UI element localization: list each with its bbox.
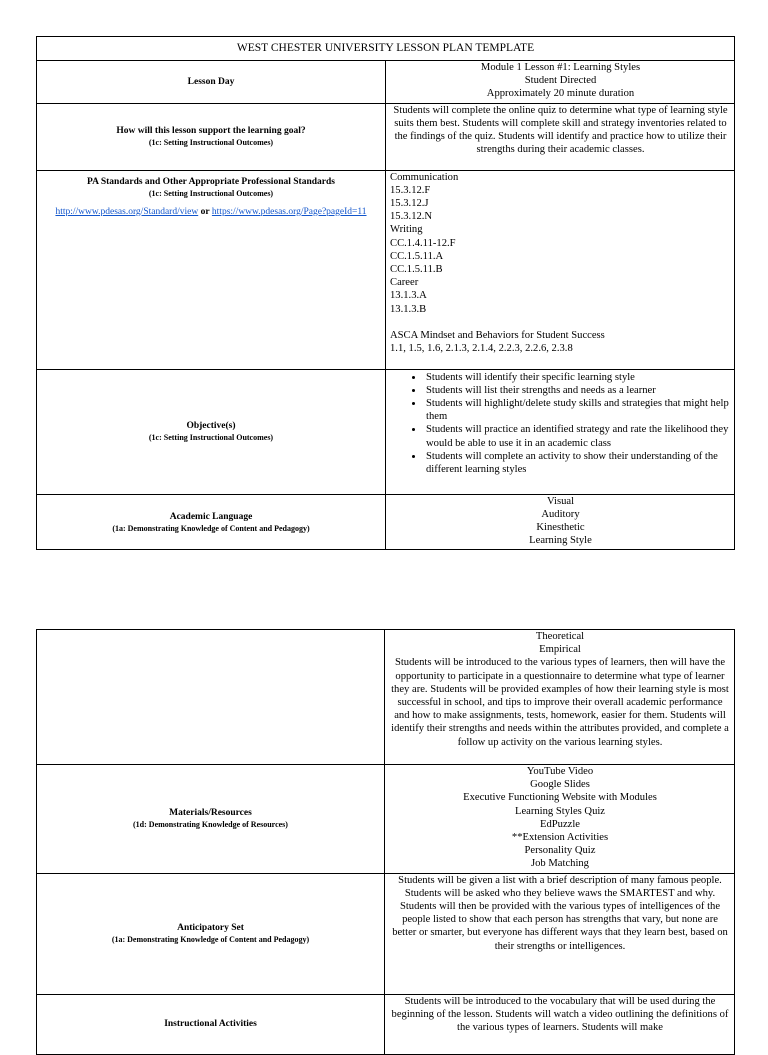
objective-item: • Students will complete an activity to show their understanding of the different learning styles	[424, 450, 731, 476]
objectives-cell	[386, 369, 735, 494]
standard-code: 13.1.3.B	[390, 303, 427, 315]
material-item: Google Slides	[530, 779, 590, 791]
asca-codes: 1.1, 1.5, 1.6, 2.1.3, 2.1.4, 2.2.3, 2.2.6, 2.3.8	[390, 343, 573, 355]
material-item: Learning Styles Quiz	[514, 805, 606, 817]
standard-heading-writing: Writing	[390, 224, 423, 236]
standards-sublabel: (1c: Setting Instructional Outcomes)	[148, 188, 274, 198]
learning-goal-text: Students will complete the online quiz to determine what type of learning style suits them best. Students will complete skill and strategy inventories related to the findings of the quiz. Students will identify and practice how to utilize their strengths during their academic classes.	[386, 103, 735, 170]
or-text: or	[200, 206, 210, 217]
learning-goal-label: How will this lesson support the learning goal?	[116, 126, 306, 137]
term: Visual	[546, 495, 575, 507]
academic-language-terms	[386, 494, 735, 550]
materials-label: Materials/Resources	[169, 808, 252, 819]
material-item: EdPuzzle	[539, 818, 580, 830]
academic-language-sublabel: (1a: Demonstrating Knowledge of Content and Pedagogy)	[112, 523, 310, 533]
objective-item: • Students will highlight/delete study skills and strategies that might help them	[424, 397, 731, 423]
material-item: Personality Quiz	[524, 845, 596, 857]
instructional-activities-text: Students will be introduced to the vocabulary that will be used during the beginning of the lesson. Students will watch a video outlining the definitions of the various types of learners. Students will make	[385, 994, 735, 1054]
lesson-day-label: Lesson Day	[187, 76, 235, 87]
anticipatory-set-label: Anticipatory Set	[177, 923, 244, 934]
objective-item: • Students will list their strengths and needs as a learner	[424, 384, 731, 397]
standards-label-cell	[37, 170, 386, 369]
standard-code: 13.1.3.A	[390, 290, 427, 302]
standard-heading-career: Career	[390, 277, 419, 289]
standard-code: 15.3.12.N	[390, 211, 433, 223]
term: Empirical	[539, 644, 581, 656]
lesson-summary: Students will be introduced to the various types of learners, then will have the opportunity to participate in a questionnaire to determine what type of learner they are. Students will be provided examples of how their learning style is most successful in school, and tips to improve their overall academic performance and how to make assignments, tests, homework, easier for them. Students will identify their strengths and needs within the attributes provided, and complete a follow up activity on the various learning styles.	[391, 657, 729, 748]
academic-language-label: Academic Language	[169, 511, 253, 522]
materials-list	[385, 765, 735, 874]
standard-code: CC.1.5.11.B	[390, 264, 443, 276]
material-item: Executive Functioning Website with Modules	[463, 792, 657, 804]
instructional-activities-label-cell	[37, 994, 385, 1054]
standard-code: CC.1.5.11.A	[390, 250, 444, 262]
standards-label: PA Standards and Other Appropriate Professional Standards	[87, 176, 335, 187]
material-item: YouTube Video	[526, 766, 594, 777]
term: Theoretical	[535, 631, 585, 642]
anticipatory-set-sublabel: (1a: Demonstrating Knowledge of Content and Pedagogy)	[111, 935, 310, 945]
materials-label-cell	[37, 765, 385, 874]
material-item: Job Matching	[531, 858, 589, 870]
objectives-sublabel: (1c: Setting Instructional Outcomes)	[148, 433, 274, 443]
objectives-list	[390, 371, 731, 477]
pdesas-page-link[interactable]: https://www.pdesas.org/Page?pageId=11	[211, 206, 367, 217]
anticipatory-set-label-cell	[37, 873, 385, 994]
lesson-duration: Approximately 20 minute duration	[486, 88, 635, 100]
material-item: **Extension Activities	[511, 832, 609, 844]
term: Kinesthetic	[536, 522, 585, 534]
lesson-day-label-cell	[37, 61, 386, 104]
lesson-plan-table-2	[36, 629, 735, 1055]
learning-goal-sublabel: (1c: Setting Instructional Outcomes)	[148, 138, 274, 148]
spacer	[390, 316, 731, 329]
objectives-label-cell	[37, 369, 386, 494]
objectives-label: Objective(s)	[186, 421, 236, 432]
standards-links	[37, 207, 385, 218]
materials-sublabel: (1d: Demonstrating Knowledge of Resources)	[133, 820, 288, 830]
pdesas-standard-link[interactable]: http://www.pdesas.org/Standard/view	[55, 206, 199, 217]
standard-code: 15.3.12.F	[390, 184, 431, 196]
objective-item: • Students will identify their specific learning style	[424, 371, 731, 384]
lesson-day-value-cell	[386, 61, 735, 104]
standards-list	[386, 170, 735, 369]
objective-item: • Students will practice an identified strategy and rate the likelihood they would be able to use it in an academic class	[424, 423, 731, 449]
learning-goal-label-cell	[37, 103, 386, 170]
standard-heading-communication: Communication	[390, 171, 459, 183]
standard-code: CC.1.4.11-12.F	[390, 237, 456, 249]
term: Learning Style	[529, 535, 592, 547]
document-title: WEST CHESTER UNIVERSITY LESSON PLAN TEMPLATE	[37, 37, 735, 61]
term: Auditory	[541, 508, 580, 520]
anticipatory-set-text: Students will be given a list with a brief description of many famous people. Students will be asked who they believe waws the SMARTEST and why. Students will then be provided with the various types of intelligences of the people listed to show that each person has strengths that vary, but none are better or smarter, but everyone has different ways that they learn best, based on their strengths or intelligences.	[385, 873, 735, 994]
continuation-label-cell	[37, 630, 385, 765]
standard-code: 15.3.12.J	[390, 198, 429, 210]
instructional-activities-label: Instructional Activities	[164, 1019, 257, 1030]
asca-title: ASCA Mindset and Behaviors for Student Success	[390, 329, 605, 341]
lesson-plan-table-1	[36, 36, 735, 550]
continuation-cell	[385, 630, 735, 765]
lesson-mode: Student Directed	[524, 75, 597, 87]
academic-language-label-cell	[37, 494, 386, 550]
lesson-title: Module 1 Lesson #1: Learning Styles	[480, 62, 641, 73]
